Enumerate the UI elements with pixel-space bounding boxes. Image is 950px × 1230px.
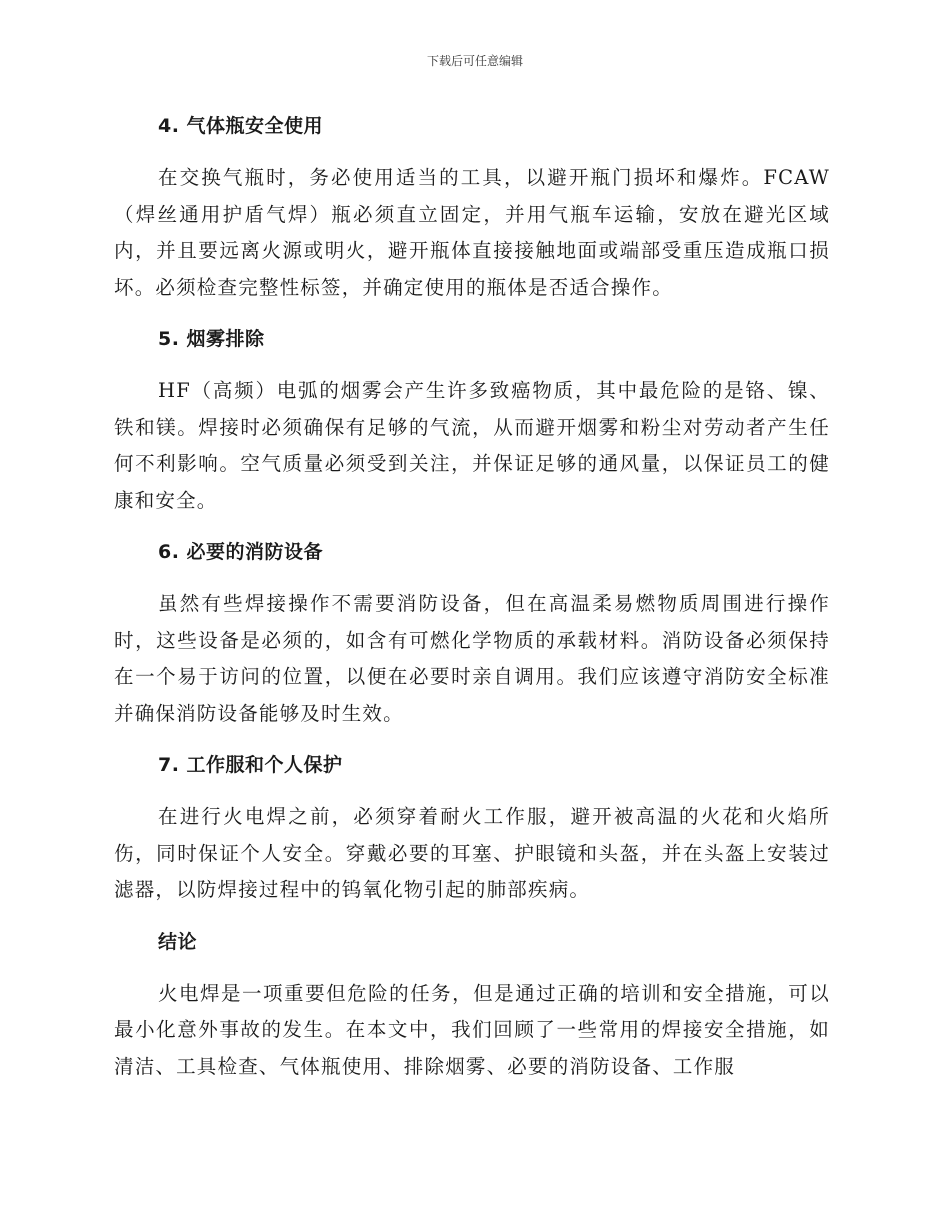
section-gas-cylinder: [114, 108, 830, 321]
document-body: [114, 108, 830, 1085]
paragraph: 在进行火电焊之前，必须穿着耐火工作服，避开被高温的火花和火焰所伤，同时保证个人安全。穿戴必要的耳塞、护眼镜和头盔，并在头盔上安装过滤器，以防焊接过程中的钨氧化物引起的肺部疾病。: [114, 805, 830, 901]
section-heading: 7. 工作服和个人保护: [158, 754, 343, 776]
paragraph: 火电焊是一项重要但危险的任务，但是通过正确的培训和安全措施，可以最小化意外事故的发生。在本文中，我们回顾了一些常用的焊接安全措施，如清洁、工具检查、气体瓶使用、排除烟雾、必要的消防设备、工作服: [114, 981, 830, 1078]
paragraph: 虽然有些焊接操作不需要消防设备，但在高温柔易燃物质周围进行操作时，这些设备是必须的，如含有可燃化学物质的承载材料。消防设备必须保持在一个易于访问的位置，以便在必要时亲自调用。我们应该遵守消防安全标准并确保消防设备能够及时生效。: [114, 592, 830, 725]
section-workwear-protection: [114, 747, 830, 924]
section-fire-equipment: [114, 534, 830, 747]
section-heading: 4. 气体瓶安全使用: [158, 115, 324, 137]
paragraph: HF（高频）电弧的烟雾会产生许多致癌物质，其中最危险的是铬、镍、铁和镁。焊接时必须确保有足够的气流，从而避开烟雾和粉尘对劳动者产生任何不利影响。空气质量必须受到关注，并保证足够的通风量，以保证员工的健康和安全。: [114, 379, 830, 512]
section-conclusion: [114, 924, 830, 1086]
section-heading: 结论: [158, 930, 198, 953]
paragraph: 在交换气瓶时，务必使用适当的工具，以避开瓶门损坏和爆炸。FCAW（焊丝通用护盾气焊）瓶必须直立固定，并用气瓶车运输，安放在避光区域内，并且要远离火源或明火，避开瓶体直接接触地面或端部受重压造成瓶口损坏。必须检查完整性标签，并确定使用的瓶体是否适合操作。: [114, 166, 830, 299]
section-heading: 5. 烟雾排除: [158, 328, 265, 350]
section-heading: 6. 必要的消防设备: [158, 541, 324, 563]
section-fume-removal: [114, 321, 830, 534]
page-header: 下载后可任意编辑: [426, 54, 523, 68]
